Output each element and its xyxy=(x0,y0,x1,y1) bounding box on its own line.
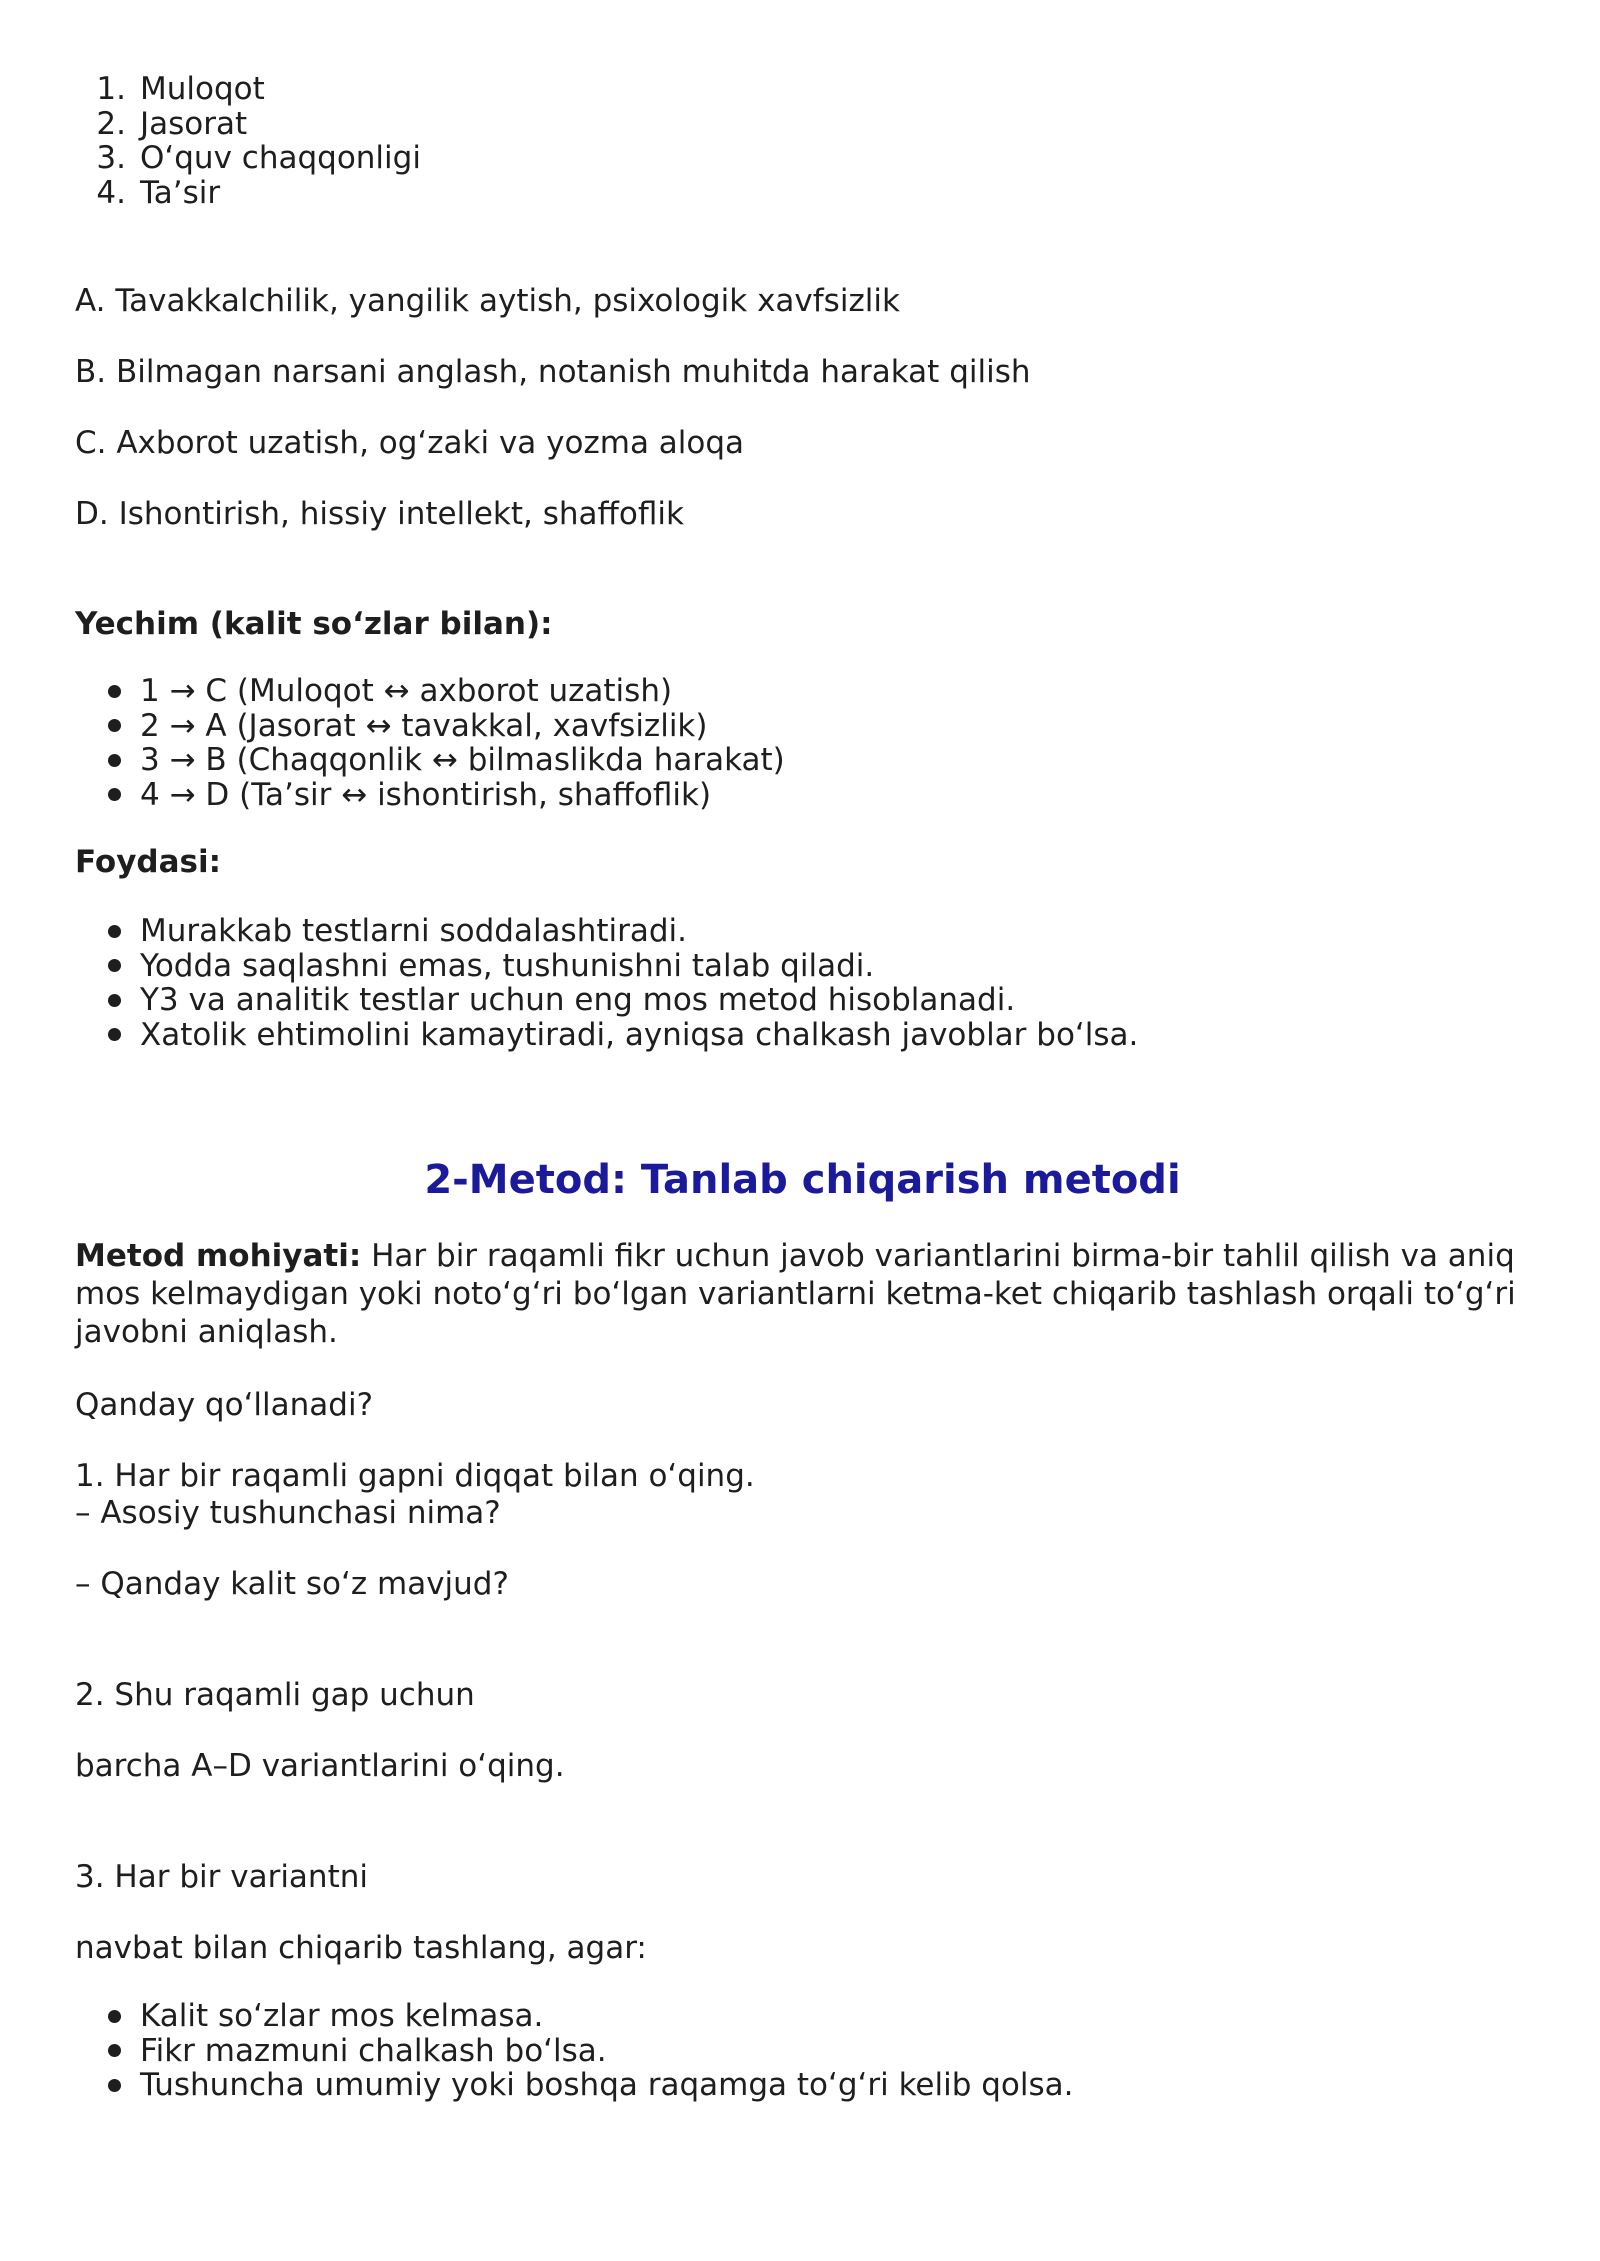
bullet-icon xyxy=(75,925,140,938)
bullet-icon xyxy=(75,959,140,972)
method-title: 2-Metod: Tanlab chiqarish metodi xyxy=(424,1157,1181,1203)
bullet-icon xyxy=(75,788,140,801)
bullet-icon xyxy=(75,2010,140,2023)
list-item-text: Muloqot xyxy=(140,71,265,107)
list-item: Tushuncha umumiy yoki boshqa raqamga to‘g‘ri kelib qolsa. xyxy=(75,2068,1530,2103)
step1-line1: 1. Har bir raqamli gapni diqqat bilan o‘qing. xyxy=(75,1458,755,1494)
list-item: 4. Ta’sir xyxy=(96,174,221,211)
step3-list xyxy=(75,1999,1530,2103)
solution-list xyxy=(75,674,1530,812)
bullet-icon xyxy=(75,754,140,767)
list-item: Y3 va analitik testlar uchun eng mos metod hisoblanadi. xyxy=(75,983,1530,1018)
list-item: Xatolik ehtimolini kamaytiradi, ayniqsa chalkash javoblar bo‘lsa. xyxy=(75,1018,1530,1053)
list-item: 1. Muloqot xyxy=(96,71,265,107)
list-item: 2 → A (Jasorat ↔ tavakkal, xavfsizlik) xyxy=(75,709,1530,744)
solution-heading: Yechim (kalit so‘zlar bilan): xyxy=(75,606,553,642)
list-item: 2. Jasorat xyxy=(96,105,248,142)
option-b: B. Bilmagan narsani anglash, notanish muhitda harakat qilish xyxy=(75,354,1031,390)
numbered-list xyxy=(75,72,1530,210)
bullet-icon xyxy=(75,719,140,732)
list-item: 3. O‘quv chaqqonligi xyxy=(96,140,421,176)
list-item: 1 → C (Muloqot ↔ axborot uzatish) xyxy=(75,674,1530,709)
list-item: Kalit so‘zlar mos kelmasa. xyxy=(75,1999,1530,2034)
option-d: D. Ishontirish, hissiy intellekt, shaffoflik xyxy=(75,496,684,532)
list-item: Yodda saqlashni emas, tushunishni talab qiladi. xyxy=(75,949,1530,984)
list-item: 3 → B (Chaqqonlik ↔ bilmaslikda harakat) xyxy=(75,743,1530,778)
list-item: Fikr mazmuni chalkash bo‘lsa. xyxy=(75,2034,1530,2069)
list-item-text: Ta’sir xyxy=(140,174,221,211)
step3-line2: navbat bilan chiqarib tashlang, agar: xyxy=(75,1930,647,1966)
list-item-text: O‘quv chaqqonligi xyxy=(140,140,421,176)
option-a: A. Tavakkalchilik, yangilik aytish, psixologik xavfsizlik xyxy=(75,283,900,319)
step1-line2: – Asosiy tushunchasi nima? xyxy=(75,1495,501,1531)
essence-label: Metod mohiyati: xyxy=(75,1238,362,1274)
option-c: C. Axborot uzatish, og‘zaki va yozma aloqa xyxy=(75,425,745,461)
essence-text: Har bir raqamli fikr uchun javob variantlarini birma-bir tahlil qilish va aniq mos kelmaydigan yoki noto‘g‘ri bo‘lgan variantlarni ketma-ket chiqarib tashlash orqali to‘g‘ri javobni aniqlash. xyxy=(75,1238,1516,1350)
step2-line2: barcha A–D variantlarini o‘qing. xyxy=(75,1748,565,1784)
bullet-icon xyxy=(75,2079,140,2092)
bullet-icon xyxy=(75,994,140,1007)
step2-line1: 2. Shu raqamli gap uchun xyxy=(75,1677,475,1713)
list-item-text: Jasorat xyxy=(140,105,248,142)
bullet-icon xyxy=(75,685,140,698)
list-item: 4 → D (Ta’sir ↔ ishontirish, shaffoflik) xyxy=(75,778,1530,813)
benefit-list xyxy=(75,914,1530,1052)
list-item: Murakkab testlarni soddalashtiradi. xyxy=(75,914,1530,949)
how-used: Qanday qo‘llanadi? xyxy=(75,1387,374,1423)
essence-paragraph xyxy=(75,1237,1530,1351)
step3-line1: 3. Har bir variantni xyxy=(75,1859,368,1895)
benefit-heading: Foydasi: xyxy=(75,844,222,880)
bullet-icon xyxy=(75,2044,140,2057)
step1-line3: – Qanday kalit so‘z mavjud? xyxy=(75,1566,509,1602)
bullet-icon xyxy=(75,1028,140,1041)
